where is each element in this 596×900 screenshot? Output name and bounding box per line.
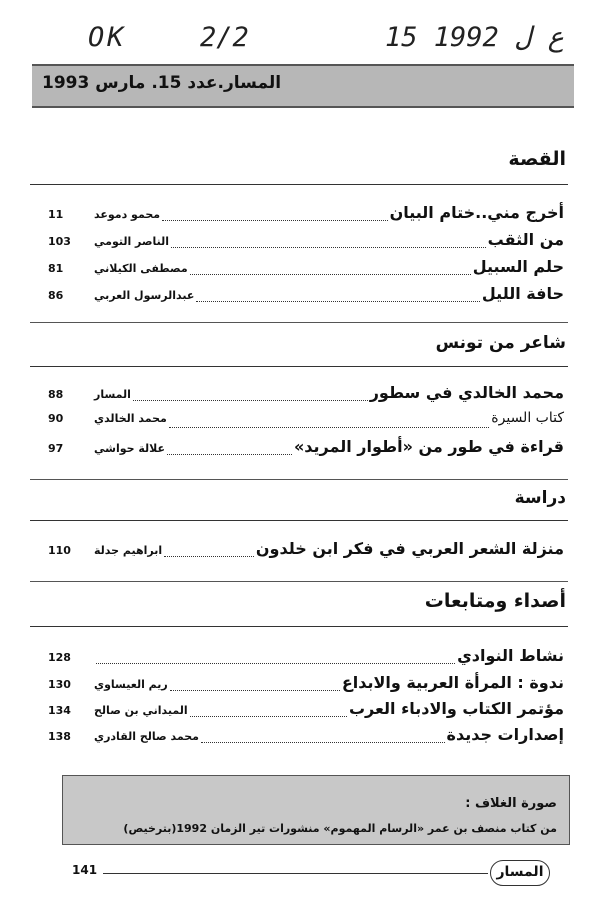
section-title-study: دراسة — [514, 488, 566, 508]
entry-author: محمد الخالدي — [94, 412, 167, 425]
cover-caption-box — [62, 775, 570, 845]
cover-caption: من كتاب منصف بن عمر «الرسام المهموم» منشورات تير الزمان 1992(بترخيص) — [123, 822, 557, 835]
entry-author: المسار — [94, 388, 131, 401]
entry-author: ابراهيم جدلة — [94, 544, 163, 557]
entry-author: الناصر التومي — [94, 235, 170, 248]
handwritten-ok: OK — [88, 22, 127, 53]
section-divider — [30, 322, 568, 323]
footer-logo: المسار — [490, 860, 550, 886]
entry-page: 97 — [48, 442, 64, 455]
toc-entry[interactable] — [48, 257, 564, 281]
entry-page: 130 — [48, 678, 71, 691]
toc-entry[interactable] — [48, 284, 564, 308]
dot-leader — [171, 247, 486, 248]
entry-page: 11 — [48, 208, 64, 221]
issue-header-title: المسار.عدد 15. مارس 1993 — [42, 73, 282, 93]
entry-title: كتاب السيرة — [491, 410, 564, 426]
entry-title: من الثقب — [487, 230, 564, 249]
dot-leader — [133, 400, 368, 401]
section-title-poet: شاعر من تونس — [435, 333, 566, 353]
entry-author: محمو دموعد — [94, 208, 161, 221]
section-divider — [30, 479, 568, 480]
section-divider — [30, 520, 568, 521]
entry-page: 90 — [48, 412, 64, 425]
entry-title: أخرج مني..ختام البيان — [389, 203, 564, 222]
toc-entry[interactable] — [48, 410, 564, 434]
entry-page: 110 — [48, 544, 71, 557]
dot-leader — [190, 274, 471, 275]
entry-title: ندوة : المرأة العربية والابداع — [341, 673, 564, 692]
dot-leader — [167, 454, 292, 455]
footer-rule — [103, 873, 488, 874]
toc-entry[interactable] — [48, 383, 564, 407]
entry-author: محمد صالح القادري — [94, 730, 199, 743]
dot-leader — [162, 220, 388, 221]
toc-entry[interactable] — [48, 646, 564, 670]
entry-page: 88 — [48, 388, 64, 401]
toc-entry[interactable] — [48, 230, 564, 254]
handwritten-fraction: 2/2 — [200, 22, 249, 53]
entry-title: حلم السبيل — [472, 257, 564, 276]
entry-title: منزلة الشعر العربي في فكر ابن خلدون — [255, 539, 564, 558]
toc-entry[interactable] — [48, 437, 564, 461]
toc-entry[interactable] — [48, 725, 564, 749]
entry-page: 103 — [48, 235, 71, 248]
entry-author: الميداني بن صالح — [94, 704, 188, 717]
toc-entry[interactable] — [48, 673, 564, 697]
entry-author: ريم العيساوي — [94, 678, 168, 691]
entry-title: حافة الليل — [481, 284, 564, 303]
entry-title: نشاط النوادي — [457, 646, 564, 665]
entry-author: علالة حواشي — [94, 442, 166, 455]
dot-leader — [196, 301, 479, 302]
page-number: 141 — [72, 863, 98, 877]
entry-title: مؤتمر الكتاب والادباء العرب — [348, 699, 564, 718]
section-divider — [30, 581, 568, 582]
entry-page: 138 — [48, 730, 71, 743]
dot-leader — [164, 556, 254, 557]
dot-leader — [169, 427, 489, 428]
section-title-echoes: أصداء ومتابعات — [424, 590, 566, 612]
section-divider — [30, 366, 568, 367]
toc-entry[interactable] — [48, 699, 564, 723]
entry-title: إصدارات جديدة — [446, 725, 564, 744]
dot-leader — [170, 690, 340, 691]
entry-page: 81 — [48, 262, 64, 275]
toc-entry[interactable] — [48, 203, 564, 227]
entry-title: محمد الخالدي في سطور — [369, 383, 564, 402]
entry-page: 86 — [48, 289, 64, 302]
entry-author: مصطفى الكيلاني — [94, 262, 188, 275]
handwritten-date: 15 ع ل 1992 — [385, 22, 564, 53]
cover-label: صورة الغلاف : — [465, 796, 557, 811]
entry-author: عبدالرسول العربي — [94, 289, 195, 302]
entry-page: 134 — [48, 704, 71, 717]
toc-entry[interactable] — [48, 539, 564, 563]
entry-title: قراءة في طور من «أطوار المريد» — [293, 437, 564, 456]
section-divider — [30, 184, 568, 185]
entry-page: 128 — [48, 651, 71, 664]
issue-header-band — [32, 64, 574, 108]
section-divider — [30, 626, 568, 627]
dot-leader — [96, 663, 455, 664]
section-title-story: القصة — [508, 148, 566, 170]
dot-leader — [190, 716, 347, 717]
dot-leader — [201, 742, 445, 743]
